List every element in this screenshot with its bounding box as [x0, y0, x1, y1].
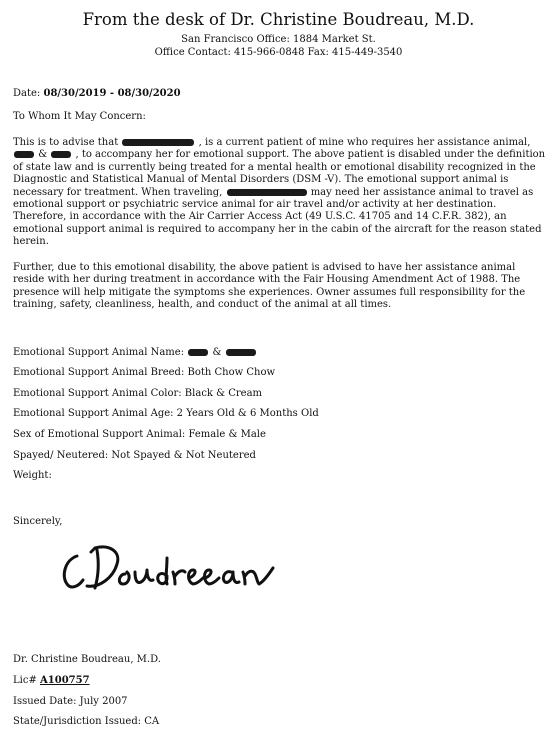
- date-value: 08/30/2019 - 08/30/2020: [43, 88, 181, 99]
- date-line: [13, 88, 181, 99]
- office-contact: Office Contact: 415-966-0848 Fax: 415-449-3540: [154, 47, 403, 58]
- license-label: Lic#: [13, 675, 37, 686]
- redacted-patient-name-2: [227, 189, 307, 196]
- weight-line: Weight:: [13, 470, 52, 481]
- handwritten-signature: [55, 538, 290, 598]
- redacted-animal-name-2: [51, 151, 71, 158]
- license-number: A100757: [40, 675, 90, 686]
- license-line: [13, 675, 90, 686]
- office-address: San Francisco Office: 1884 Market St.: [181, 34, 376, 45]
- salutation: To Whom It May Concern:: [13, 111, 146, 122]
- date-label: Date:: [13, 88, 41, 99]
- animal-name-line: [13, 347, 257, 358]
- letterhead-title: From the desk of Dr. Christine Boudreau, M.D.: [82, 10, 475, 29]
- paragraph-1: [13, 137, 547, 249]
- p1-text-c: , to accompany her for emotional support. The above patient is disabled under the definition of state law and is currently being treated for a mental health or emotional disability recognized in the Diagnostic and Statistical Manual of Mental Disorders (DSM -V). The emotional support animal is necessary for treatment. When traveling,: [13, 149, 546, 198]
- animal-name-amp: &: [212, 347, 222, 358]
- p1-text-a: This is to advise that: [13, 137, 119, 148]
- animal-sex-line: Sex of Emotional Support Animal: Female & Male: [13, 429, 266, 440]
- p1-text-b: , is a current patient of mine who requires her assistance animal,: [198, 137, 531, 148]
- doctor-name: Dr. Christine Boudreau, M.D.: [13, 654, 161, 665]
- redacted-animal-name-1: [14, 151, 34, 158]
- redacted-animal-name-a: [188, 349, 208, 356]
- p1-amp: &: [38, 149, 48, 161]
- closing: Sincerely,: [13, 516, 63, 527]
- animal-name-label: Emotional Support Animal Name:: [13, 347, 185, 358]
- spayed-neutered-line: Spayed/ Neutered: Not Spayed & Not Neutered: [13, 450, 256, 461]
- paragraph-2: Further, due to this emotional disability, the above patient is advised to have her assistance animal reside with her during treatment in accordance with the Fair Housing Amendment Act of 1988. The presence will help mitigate the symptoms she experiences. Owner assumes full responsibility for the training, safety, cleanliness, health, and conduct of the animal at all times.: [13, 262, 526, 311]
- redacted-animal-name-b: [226, 349, 256, 356]
- jurisdiction: State/Jurisdiction Issued: CA: [13, 716, 160, 727]
- issued-date: Issued Date: July 2007: [13, 696, 128, 707]
- animal-breed-line: Emotional Support Animal Breed: Both Chow Chow: [13, 367, 276, 378]
- redacted-patient-name: [122, 139, 194, 146]
- p1-text-d: may need her assistance animal to travel as emotional support or psychiatric service animal for air travel and/or activity at her destination. Therefore, in accordance with the Air Carrier Access Act (49 U.S.C. 41705 and 14 C.F.R. 382), an emotional support animal is required to accompany her in the cabin of the aircraft for the reason stated herein.: [13, 186, 542, 248]
- animal-age-line: Emotional Support Animal Age: 2 Years Old & 6 Months Old: [13, 408, 319, 419]
- animal-color-line: Emotional Support Animal Color: Black & Cream: [13, 388, 263, 399]
